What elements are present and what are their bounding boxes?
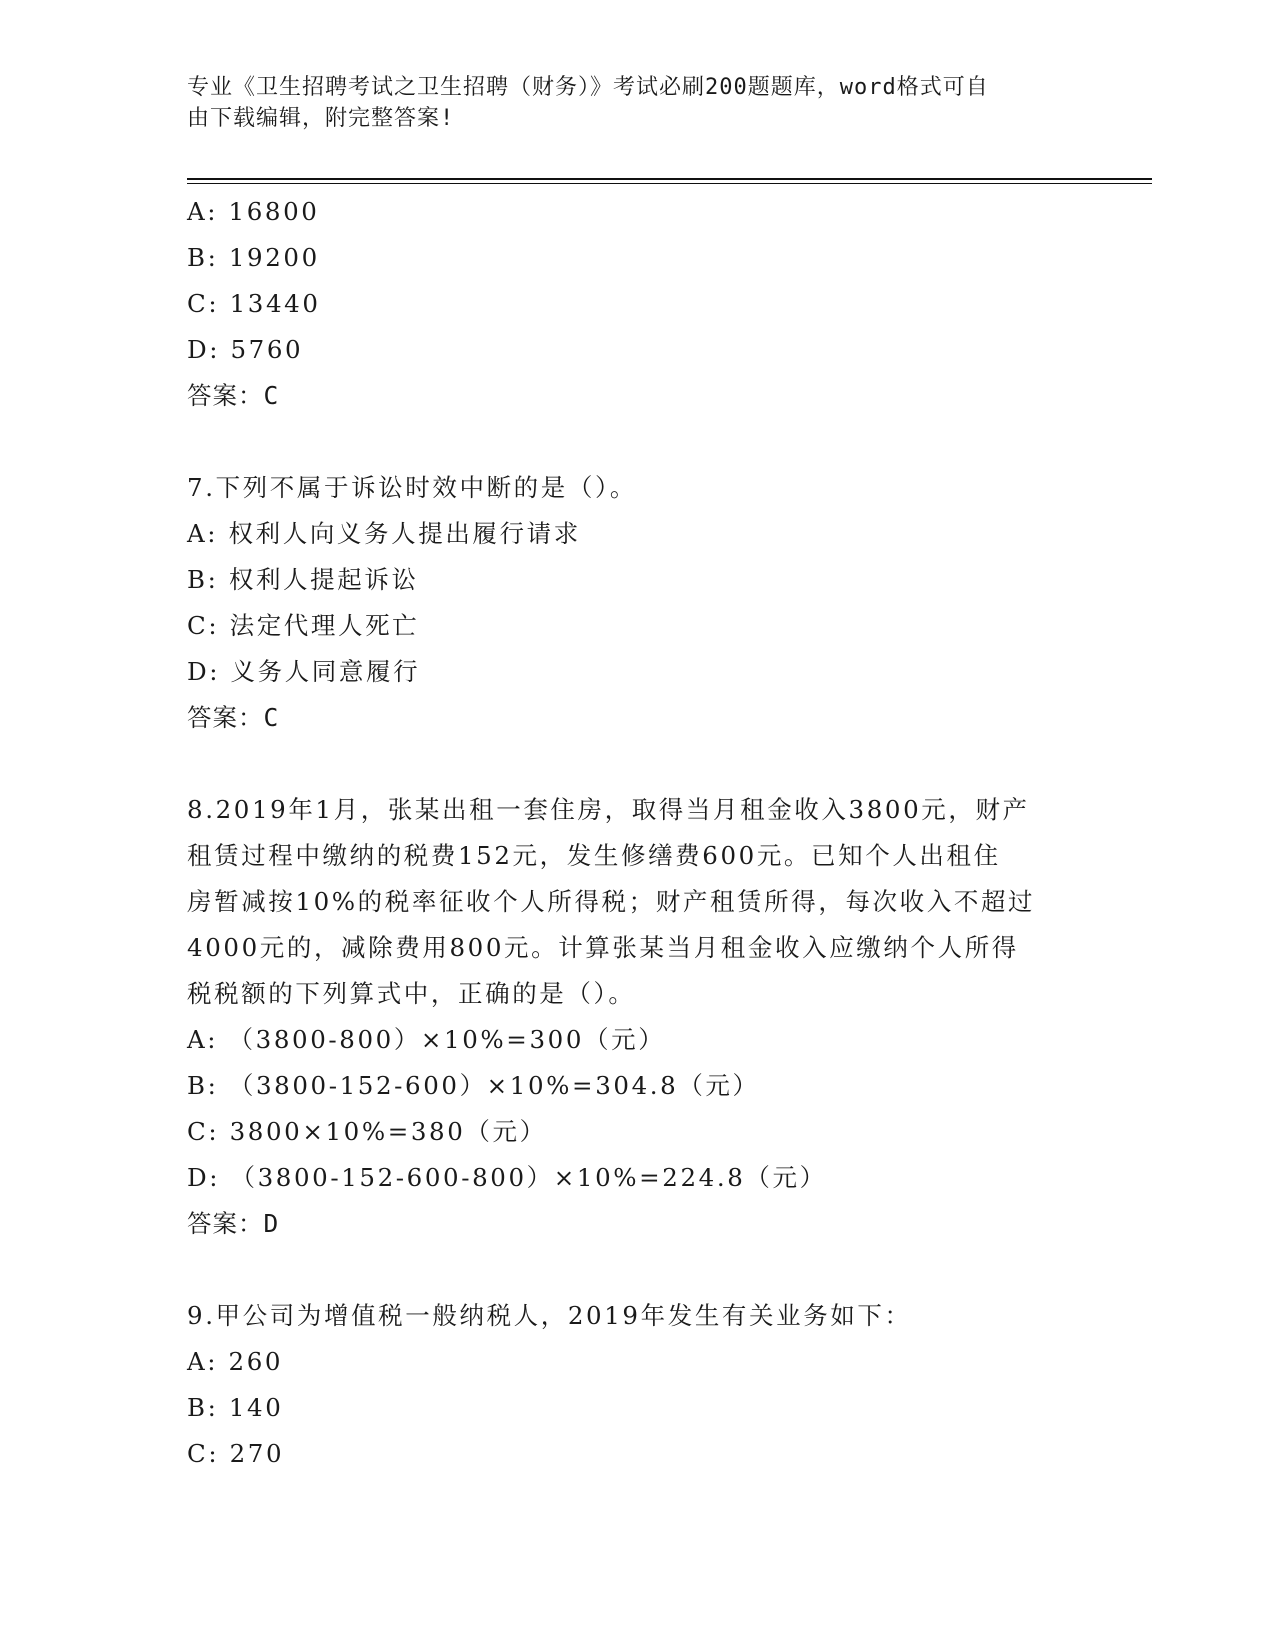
question-6-block bbox=[187, 189, 1087, 419]
option-c: C: 270 bbox=[187, 1439, 285, 1468]
question-stem-line: 租赁过程中缴纳的税费152元，发生修缮费600元。已知个人出租住 bbox=[187, 841, 1001, 870]
option-b: B: （3800-152-600）×10%=304.8（元） bbox=[187, 1071, 760, 1100]
option-b: B: 权利人提起诉讼 bbox=[187, 565, 419, 594]
option-b: B: 19200 bbox=[187, 243, 320, 272]
question-7-block bbox=[187, 465, 1087, 741]
option-d: D: 义务人同意履行 bbox=[187, 657, 421, 686]
question-stem-line: 房暂减按10%的税率征收个人所得税；财产租赁所得，每次收入不超过 bbox=[187, 887, 1036, 916]
question-9-block bbox=[187, 1293, 1087, 1477]
question-stem: 7.下列不属于诉讼时效中断的是（）。 bbox=[187, 473, 637, 502]
question-stem-line: 8.2019年1月，张某出租一套住房，取得当月租金收入3800元，财产 bbox=[187, 795, 1030, 824]
answer-line: 答案：D bbox=[187, 1209, 280, 1238]
option-a: A: （3800-800）×10%=300（元） bbox=[187, 1025, 666, 1054]
question-stem-line: 税税额的下列算式中，正确的是（）。 bbox=[187, 979, 636, 1008]
option-a: A: 16800 bbox=[187, 197, 320, 226]
option-a: A: 260 bbox=[187, 1347, 284, 1376]
option-c: C: 法定代理人死亡 bbox=[187, 611, 420, 640]
header-divider-thin bbox=[187, 183, 1152, 184]
option-d: D: （3800-152-600-800）×10%=224.8（元） bbox=[187, 1163, 827, 1192]
question-8-block bbox=[187, 787, 1087, 1247]
question-content bbox=[187, 189, 1087, 1477]
answer-line: 答案：C bbox=[187, 381, 280, 410]
question-stem-line: 4000元的，减除费用800元。计算张某当月租金收入应缴纳个人所得 bbox=[187, 933, 1019, 962]
question-stem: 9.甲公司为增值税一般纳税人，2019年发生有关业务如下： bbox=[187, 1301, 912, 1330]
page-header bbox=[187, 72, 1067, 134]
option-d: D: 5760 bbox=[187, 335, 304, 364]
header-title-line-2: 由下载编辑，附完整答案! bbox=[187, 106, 455, 131]
option-a: A: 权利人向义务人提出履行请求 bbox=[187, 519, 581, 548]
option-c: C: 3800×10%=380（元） bbox=[187, 1117, 547, 1146]
header-divider bbox=[187, 178, 1152, 180]
header-title-line-1: 专业《卫生招聘考试之卫生招聘（财务）》考试必刷200题题库，word格式可自 bbox=[187, 75, 989, 100]
option-c: C: 13440 bbox=[187, 289, 321, 318]
answer-line: 答案：C bbox=[187, 703, 280, 732]
option-b: B: 140 bbox=[187, 1393, 284, 1422]
